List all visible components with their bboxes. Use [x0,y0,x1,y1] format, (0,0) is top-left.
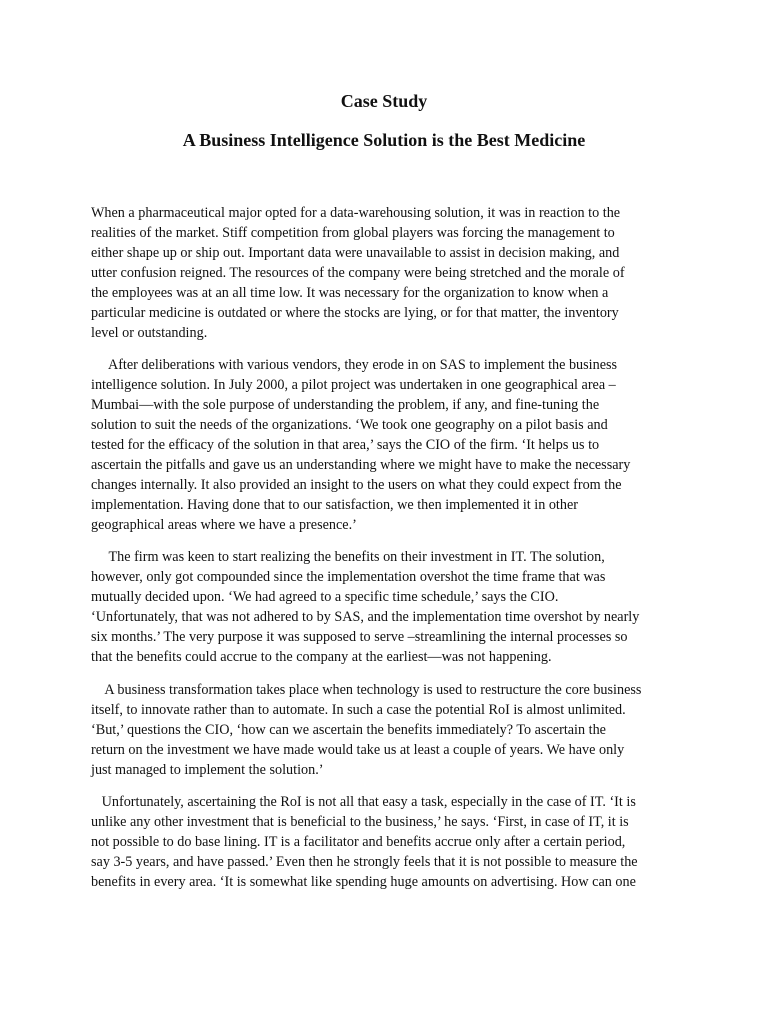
paragraph-line: either shape up or ship out. Important data were unavailable to assist in decision making, and [91,245,620,261]
paragraph-line: the employees was at an all time low. It was necessary for the organization to know when a [91,285,609,301]
paragraph-line: Unfortunately, ascertaining the RoI is not all that easy a task, especially in the case of IT. ‘It is [91,794,636,810]
paragraph-3 [91,547,681,667]
paragraph-line: particular medicine is outdated or where the stocks are lying, or for that matter, the inventory [91,305,619,321]
paragraph-line: however, only got compounded since the implementation overshot the time frame that was [91,569,606,585]
paragraph-line: realities of the market. Stiff competition from global players was forcing the management to [91,225,615,241]
paragraph-line: ‘Unfortunately, that was not adhered to by SAS, and the implementation time overshot by nearly [91,609,640,625]
page-title: Case Study [340,91,428,111]
paragraph-1 [91,203,681,343]
paragraph-line: ‘But,’ questions the CIO, ‘how can we ascertain the benefits immediately? To ascertain the [91,722,606,738]
paragraph-4 [91,680,681,780]
paragraph-line: changes internally. It also provided an insight to the users on what they could expect from the [91,477,622,493]
paragraph-line: mutually decided upon. ‘We had agreed to a specific time schedule,’ says the CIO. [91,589,559,605]
paragraph-line: geographical areas where we have a presence.’ [91,517,357,533]
page-subtitle: A Business Intelligence Solution is the Best Medicine [182,130,586,150]
paragraph-line: unlike any other investment that is beneficial to the business,’ he says. ‘First, in case of IT, it is [91,814,629,830]
paragraph-line: When a pharmaceutical major opted for a data-warehousing solution, it was in reaction to the [91,205,621,221]
paragraph-line: A business transformation takes place when technology is used to restructure the core business [91,682,642,698]
paragraph-line: The firm was keen to start realizing the benefits on their investment in IT. The solution, [91,549,605,565]
paragraph-line: ascertain the pitfalls and gave us an understanding where we might have to make the necessary [91,457,631,473]
paragraph-line: tested for the efficacy of the solution in that area,’ says the CIO of the firm. ‘It helps us to [91,437,600,453]
paragraph-line: just managed to implement the solution.’ [91,762,324,778]
paragraph-line: six months.’ The very purpose it was supposed to serve –streamlining the internal processes so [91,629,628,645]
paragraph-line: return on the investment we have made would take us at least a couple of years. We have only [91,742,625,758]
paragraph-line: After deliberations with various vendors, they erode in on SAS to implement the business [91,357,618,373]
paragraph-line: benefits in every area. ‘It is somewhat like spending huge amounts on advertising. How can one [91,874,636,890]
paragraph-line: itself, to innovate rather than to automate. In such a case the potential RoI is almost unlimited. [91,702,626,718]
paragraph-2 [91,355,681,535]
paragraph-line: solution to suit the needs of the organizations. ‘We took one geography on a pilot basis and [91,417,608,433]
paragraph-line: intelligence solution. In July 2000, a pilot project was undertaken in one geographical area – [91,377,616,393]
paragraph-line: not possible to do base lining. IT is a facilitator and benefits accrue only after a certain period, [91,834,626,850]
paragraph-line: implementation. Having done that to our satisfaction, we then implemented it in other [91,497,578,513]
paragraph-line: say 3-5 years, and have passed.’ Even then he strongly feels that it is not possible to measure the [91,854,638,870]
paragraph-line: utter confusion reigned. The resources of the company were being stretched and the morale of [91,265,625,281]
paragraph-5 [91,792,681,892]
paragraph-line: that the benefits could accrue to the company at the earliest—was not happening. [91,649,552,665]
paragraph-line: Mumbai—with the sole purpose of understanding the problem, if any, and fine-tuning the [91,397,600,413]
paragraph-line: level or outstanding. [91,325,208,341]
